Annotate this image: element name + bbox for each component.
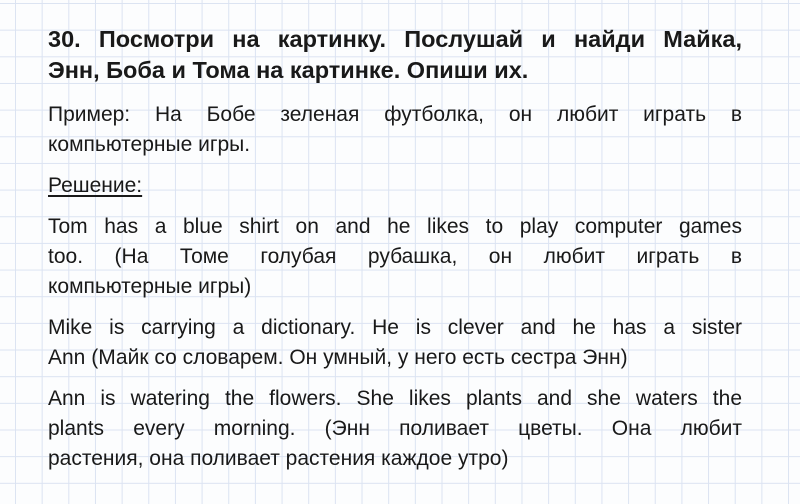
example-line-2: компьютерные игры. [48,133,251,156]
solution-tom-line-1: Tom has a blue shirt on and he likes to play computer games [48,215,742,238]
solution-mike-line-2: Ann (Майк со словарем. Он умный, у него есть сестра Энн) [48,346,628,369]
solution-label-row [48,171,742,201]
solution-ann-line-1: Ann is watering the flowers. She likes plants and she waters the [48,387,742,410]
solution-ann-line-3: растения, она поливает растения каждое утро) [48,447,509,470]
solution-tom-line-3: компьютерные игры) [48,275,252,298]
solution-label: Решение: [48,174,143,197]
solution-mike-line-1: Mike is carrying a dictionary. He is clever and he has a sister [48,316,742,339]
solution-paragraph-ann [48,384,742,474]
exercise-title-line-1: 30. Посмотри на картинку. Послушай и найди Майка, [48,26,742,52]
solution-paragraph-mike [48,313,742,373]
solution-tom-line-2: too. (На Томе голубая рубашка, он любит играть в [48,245,742,268]
solution-paragraph-tom [48,212,742,302]
example-line-1: Пример: На Бобе зеленая футболка, он любит играть в [48,103,742,126]
exercise-title-line-2: Энн, Боба и Тома на картинке. Опиши их. [48,57,529,83]
example-paragraph [48,100,742,160]
exercise-title [48,24,742,86]
solution-ann-line-2: plants every morning. (Энн поливает цветы. Она любит [48,417,742,440]
